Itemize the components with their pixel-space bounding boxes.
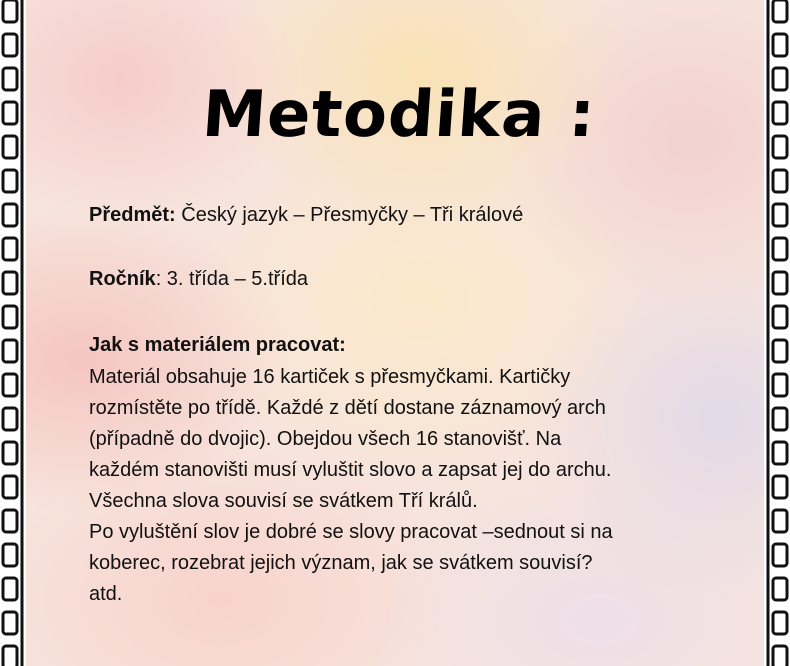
sprocket-hole: [3, 442, 17, 464]
sprocket-hole: [3, 510, 17, 532]
sprocket-hole: [773, 510, 787, 532]
grade-line: [89, 264, 308, 295]
sprocket-hole: [773, 374, 787, 396]
sprocket-hole: [3, 136, 17, 158]
sprocket-hole: [773, 408, 787, 430]
sprocket-hole: [773, 306, 787, 328]
sprocket-hole: [773, 272, 787, 294]
sprocket-hole: [773, 646, 787, 666]
howto-line: (případně do dvojic). Obejdou všech 16 stanovišť. Na: [89, 428, 562, 450]
sprocket-hole: [3, 578, 17, 600]
sprocket-hole: [3, 612, 17, 634]
sprocket-hole: [773, 204, 787, 226]
sprocket-hole: [773, 544, 787, 566]
sprocket-hole: [3, 102, 17, 124]
sprocket-hole: [3, 408, 17, 430]
sprocket-hole: [3, 340, 17, 362]
film-border-left-graphic: [0, 0, 26, 666]
sprocket-hole: [773, 612, 787, 634]
page-title: Metodika :: [199, 78, 599, 152]
sprocket-hole: [3, 272, 17, 294]
subject-label: Předmět:: [89, 204, 176, 226]
sprocket-hole: [773, 238, 787, 260]
howto-line: rozmístěte po třídě. Každé z dětí dostane záznamový arch: [89, 397, 606, 419]
howto-heading: Jak s materiálem pracovat:: [89, 334, 346, 356]
grade-value: : 3. třída – 5.třída: [155, 268, 308, 290]
howto-paragraph: [89, 362, 613, 610]
sprocket-hole: [773, 136, 787, 158]
howto-line: Všechna slova souvisí se svátkem Tří králů.: [89, 490, 478, 512]
sprocket-hole: [3, 238, 17, 260]
howto-line: koberec, rozebrat jejich význam, jak se svátkem souvisí?: [89, 552, 593, 574]
howto-line: atd.: [89, 583, 123, 605]
sprocket-hole: [3, 646, 17, 666]
sprocket-hole: [3, 306, 17, 328]
sprocket-hole: [773, 476, 787, 498]
film-border-right-graphic: [764, 0, 790, 666]
sprocket-hole: [3, 68, 17, 90]
sprocket-hole: [3, 374, 17, 396]
sprocket-hole: [773, 0, 787, 22]
sprocket-hole: [3, 476, 17, 498]
sprocket-hole: [773, 34, 787, 56]
sprocket-hole: [773, 578, 787, 600]
sprocket-hole: [773, 170, 787, 192]
sprocket-hole: [3, 170, 17, 192]
subject-line: [89, 200, 523, 231]
howto-line: Po vyluštění slov je dobré se slovy pracovat –sednout si na: [89, 521, 613, 543]
howto-line: Materiál obsahuje 16 kartiček s přesmyčkami. Kartičky: [89, 366, 571, 388]
howto-line: každém stanovišti musí vyluštit slovo a zapsat jej do archu.: [89, 459, 612, 481]
film-border-right: [764, 0, 790, 666]
sprocket-hole: [3, 204, 17, 226]
sprocket-hole: [3, 34, 17, 56]
sprocket-hole: [3, 544, 17, 566]
sprocket-hole: [773, 442, 787, 464]
grade-label: Ročník: [89, 268, 156, 290]
film-border-left: [0, 0, 26, 666]
sprocket-hole: [773, 340, 787, 362]
sprocket-hole: [773, 102, 787, 124]
sprocket-hole: [3, 0, 17, 22]
subject-value: Český jazyk – Přesmyčky – Tři králové: [175, 204, 524, 226]
sprocket-hole: [773, 68, 787, 90]
